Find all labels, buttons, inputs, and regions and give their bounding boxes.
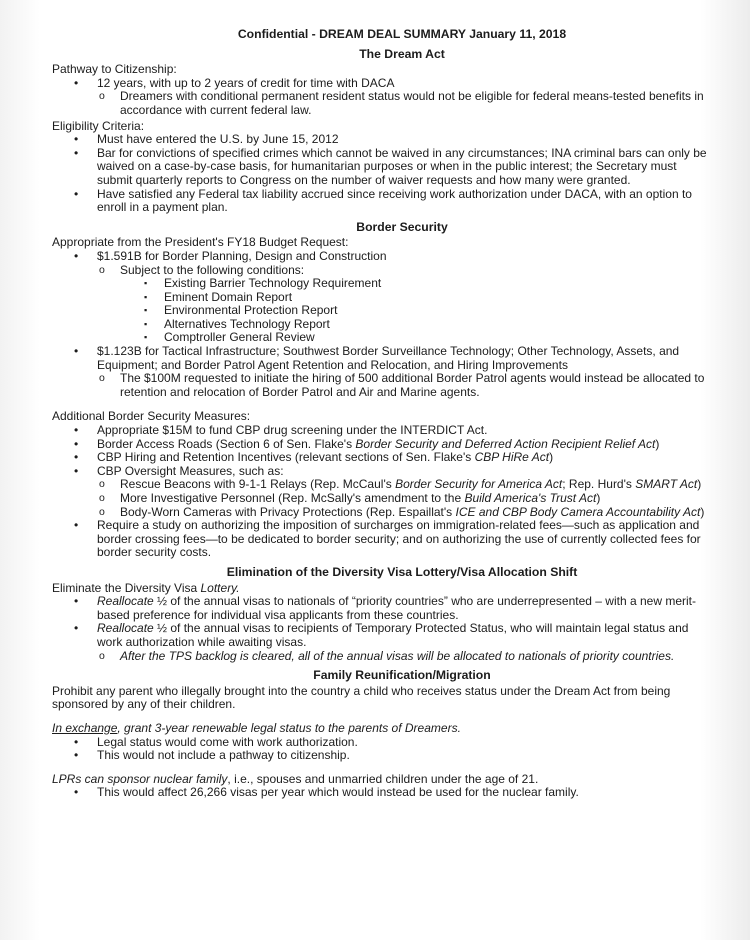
sub-list-item: o Body-Worn Cameras with Privacy Protections (Rep. Espaillat's ICE and CBP Body Camera Accountability Act) (97, 506, 712, 520)
sub-list-item: o More Investigative Personnel (Rep. McSally's amendment to the Build America's Trust Act) (97, 492, 712, 506)
list-item: • Reallocate ½ of the annual visas to nationals of “priority countries” who are underrepresented – with a new merit-based preference for individual visa applicants from these countries. (52, 595, 712, 622)
condition-item: ▪ Existing Barrier Technology Requirement (142, 277, 712, 291)
list-item: • Bar for convictions of specified crimes which cannot be waived in any circumstances; INA criminal bars can only be waived on a case-by-case basis, for humanitarian purposes or when in the public interest; the Secretary must submit quarterly reports to Congress on the number of waiver requests and how many were granted. (52, 147, 712, 188)
exchange-list (52, 736, 712, 763)
appropriation-list (52, 250, 712, 400)
diversity-visa-heading: Elimination of the Diversity Visa Lottery/Visa Allocation Shift (226, 564, 578, 579)
document-title: Confidential - DREAM DEAL SUMMARY January 11, 2018 (237, 27, 567, 41)
diversity-label: Eliminate the Diversity Visa Lottery. (52, 580, 240, 595)
condition-item: ▪ Comptroller General Review (142, 331, 712, 345)
list-item: • CBP Oversight Measures, such as: o Rescue Beacons with 9-1-1 Relays (Rep. McCaul's Border Security for America Act; Rep. Hurd's SMART Act) o More Investigative Personnel (Rep. McSally's amendment to the Build America's Trust Act) o Body-Worn Cameras with Privacy Protections (Rep. Espaillat's ICE and CBP Body Camera Accountability Act) (52, 465, 712, 519)
condition-item: ▪ Eminent Domain Report (142, 291, 712, 305)
list-item: • Require a study on authorizing the imposition of surcharges on immigration-related fees—such as application and border crossing fees—to be dedicated to border security; and on authorizing the use of currently collected fees for border security costs. (52, 519, 712, 560)
family-paragraph: Prohibit any parent who illegally brought into the country a child who receives status under the Dream Act from being sponsored by any of their children. (52, 683, 671, 712)
sub-list-item: o After the TPS backlog is cleared, all of the annual visas will be allocated to nationals of priority countries. (97, 650, 712, 664)
dream-act-heading: The Dream Act (359, 46, 445, 61)
condition-item: ▪ Alternatives Technology Report (142, 318, 712, 332)
list-item: • $1.591B for Border Planning, Design and Construction o Subject to the following conditions: ▪ Existing Barrier Technology Requirement ▪ Eminent Domain Report ▪ Environmental Protection Report ▪ Alternatives Technology Report ▪ Comptroller General Review (52, 250, 712, 345)
diversity-list (52, 595, 712, 663)
list-item: • Legal status would come with work authorization. (52, 736, 712, 750)
pathway-label: Pathway to Citizenship: (52, 62, 177, 77)
eligibility-label: Eligibility Criteria: (52, 118, 145, 133)
additional-measures-list (52, 424, 712, 560)
lpr-paragraph: LPRs can sponsor nuclear family, i.e., spouses and unmarried children under the age of 21. (52, 771, 539, 786)
pathway-list (52, 77, 712, 118)
condition-item: ▪ Environmental Protection Report (142, 304, 712, 318)
list-item: • Reallocate ½ of the annual visas to recipients of Temporary Protected Status, who will maintain legal status and work authorization while awaiting visas. o After the TPS backlog is cleared, all of the annual visas will be allocated to nationals of priority countries. (52, 622, 712, 663)
eligibility-list (52, 133, 712, 215)
list-item: • $1.123B for Tactical Infrastructure; Southwest Border Surveillance Technology; Other Technology, Assets, and Equipment; and Border Patrol Agent Retention and Relocation, and Hiring Improvements o The $100M requested to initiate the hiring of 500 additional Border Patrol agents would instead be allocated to retention and relocation of Border Patrol and Air and Marine agents. (52, 345, 712, 399)
list-item: • Appropriate $15M to fund CBP drug screening under the INTERDICT Act. (52, 424, 712, 438)
list-item: • This would not include a pathway to citizenship. (52, 749, 712, 763)
list-item: • CBP Hiring and Retention Incentives (relevant sections of Sen. Flake's CBP HiRe Act) (52, 451, 712, 465)
list-item: • Must have entered the U.S. by June 15, 2012 (52, 133, 712, 147)
document-content (52, 28, 712, 800)
additional-measures-label: Additional Border Security Measures: (52, 409, 251, 424)
list-item: • This would affect 26,266 visas per year which would instead be used for the nuclear family. (52, 786, 712, 800)
lpr-list (52, 786, 712, 800)
sub-list-item: o Rescue Beacons with 9-1-1 Relays (Rep. McCaul's Border Security for America Act; Rep. Hurd's SMART Act) (97, 478, 712, 492)
conditions-list (142, 277, 712, 345)
sub-list-item: o Subject to the following conditions: ▪ Existing Barrier Technology Requirement ▪ Eminent Domain Report ▪ Environmental Protection Report ▪ Alternatives Technology Report ▪ Comptroller General Review (97, 264, 712, 346)
sub-list-item: o The $100M requested to initiate the hiring of 500 additional Border Patrol agents would instead be allocated to retention and relocation of Border Patrol and Air and Marine agents. (97, 372, 712, 399)
border-security-heading: Border Security (356, 219, 448, 234)
sub-list-item: o Dreamers with conditional permanent resident status would not be eligible for federal means-tested benefits in accordance with current federal law. (97, 90, 712, 117)
exchange-paragraph: In exchange, grant 3-year renewable legal status to the parents of Dreamers. (52, 720, 461, 735)
list-item: • 12 years, with up to 2 years of credit for time with DACA o Dreamers with conditional permanent resident status would not be eligible for federal means-tested benefits in accordance with current federal law. (52, 77, 712, 118)
family-heading: Family Reunification/Migration (313, 668, 491, 683)
list-item: • Border Access Roads (Section 6 of Sen. Flake's Border Security and Deferred Action Recipient Relief Act) (52, 438, 712, 452)
appropriate-label: Appropriate from the President's FY18 Budget Request: (52, 235, 349, 250)
list-item: • Have satisfied any Federal tax liability accrued since receiving work authorization under DACA, with an option to enroll in a payment plan. (52, 188, 712, 215)
